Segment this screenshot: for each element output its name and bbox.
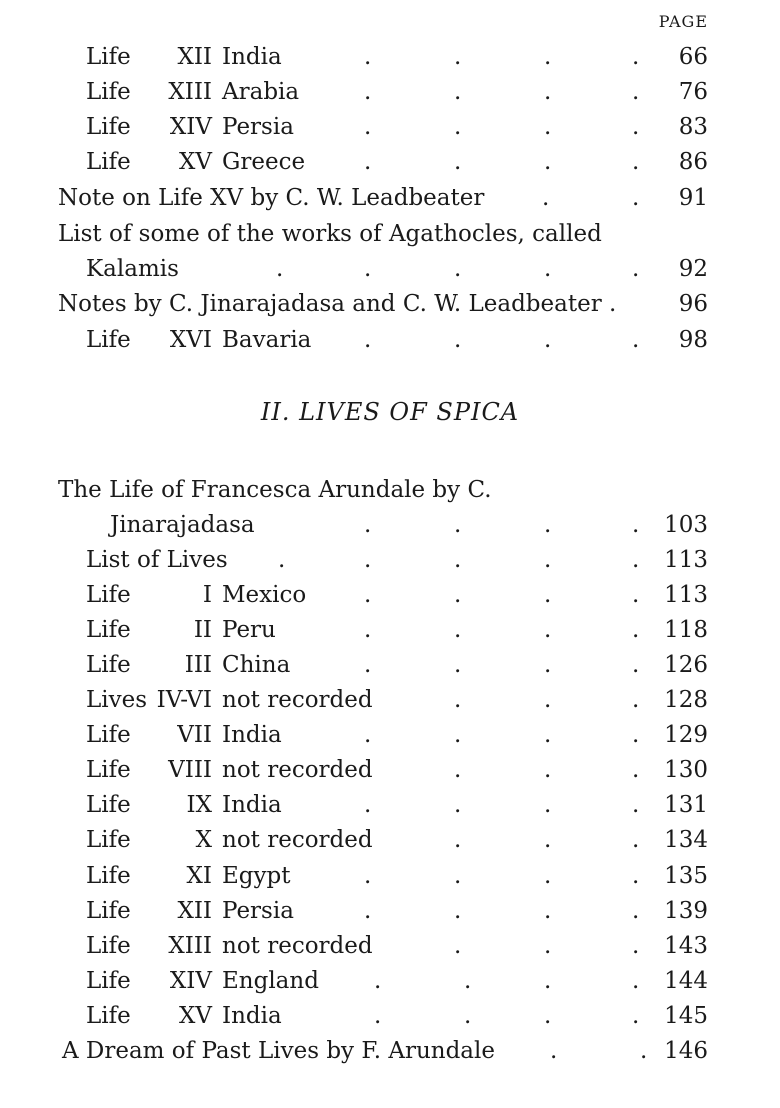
leader-dot: .: [632, 687, 640, 713]
leader-dot: .: [454, 792, 462, 818]
leader-dot: .: [464, 968, 472, 994]
entry-place: Egypt: [222, 863, 291, 889]
entry-place: not recorded: [222, 687, 373, 713]
entry-page-number: 131: [664, 792, 708, 818]
entry-place: Arabia: [222, 79, 300, 105]
leader-dot: .: [544, 933, 552, 959]
leader-dot: .: [454, 757, 462, 783]
leader-dot: .: [454, 933, 462, 959]
entry-word: Life: [86, 327, 131, 353]
entry-roman: VIII: [168, 757, 212, 783]
entry-roman: XIII: [168, 79, 212, 105]
leader-dot: .: [632, 933, 640, 959]
leader-dot: .: [454, 827, 462, 853]
leader-dot: .: [542, 185, 550, 211]
entry-page-number: 113: [664, 547, 708, 573]
leader-dot: .: [454, 512, 462, 538]
entry-word: Life: [86, 79, 131, 105]
leader-dot: .: [454, 652, 462, 678]
leader-dot: .: [454, 547, 462, 573]
leader-dot: .: [632, 79, 640, 105]
leader-dot: .: [364, 149, 372, 175]
entry-page-number: 143: [664, 933, 708, 959]
entry-page-number: 118: [664, 617, 708, 643]
entry-place: Mexico: [222, 582, 307, 608]
leader-dot: .: [632, 863, 640, 889]
entry-title: List of some of the works of Agathocles, called: [58, 221, 602, 247]
entry-word: Life: [86, 617, 131, 643]
entry-place: India: [222, 722, 282, 748]
leader-dot: .: [544, 547, 552, 573]
entry-roman: X: [195, 827, 212, 853]
entry-roman: I: [202, 582, 212, 608]
entry-word: Life: [86, 968, 131, 994]
entry-roman: XI: [186, 863, 212, 889]
entry-page-number: 113: [664, 582, 708, 608]
entry-page-number: 98: [678, 327, 708, 353]
leader-dot: .: [632, 327, 640, 353]
leader-dot: .: [454, 149, 462, 175]
entry-page-number: 126: [664, 652, 708, 678]
toc-entry-agathocles-line1: [58, 217, 726, 251]
leader-dot: .: [544, 44, 552, 70]
entry-page-number: 135: [664, 863, 708, 889]
toc-entry-francesca-line1: [58, 473, 726, 507]
entry-title: Note on Life XV by C. W. Leadbeater: [58, 185, 485, 211]
leader-dot: .: [544, 863, 552, 889]
leader-dot: .: [632, 722, 640, 748]
leader-dot: .: [364, 547, 372, 573]
toc-entry-spica-life-3: [86, 648, 726, 682]
leader-dot: .: [454, 722, 462, 748]
entry-title: Kalamis: [86, 256, 179, 282]
leader-dot: .: [364, 327, 372, 353]
entry-page-number: 96: [678, 291, 708, 317]
entry-roman: XV: [179, 1003, 212, 1029]
entry-place: Persia: [222, 898, 294, 924]
entry-place: not recorded: [222, 827, 373, 853]
toc-entry-notes-jinarajadasa: [58, 287, 726, 321]
leader-dot: .: [454, 327, 462, 353]
leader-dot: .: [632, 149, 640, 175]
entry-page-number: 129: [664, 722, 708, 748]
entry-word: Life: [86, 149, 131, 175]
leader-dot: .: [640, 1038, 648, 1064]
leader-dot: .: [454, 44, 462, 70]
leader-dot: .: [550, 1038, 558, 1064]
leader-dot: .: [544, 327, 552, 353]
toc-entry-spica-life-8: [86, 753, 726, 787]
entry-word: Life: [86, 827, 131, 853]
toc-entry-life-12: [86, 40, 726, 74]
leader-dot: .: [544, 968, 552, 994]
entry-roman: XIV: [169, 968, 212, 994]
leader-dot: .: [454, 582, 462, 608]
leader-dot: .: [278, 547, 286, 573]
leader-dot: .: [632, 44, 640, 70]
leader-dot: .: [544, 722, 552, 748]
entry-word: Lives: [86, 687, 148, 713]
entry-page-number: 83: [678, 114, 708, 140]
entry-page-number: 144: [664, 968, 708, 994]
entry-word: Life: [86, 792, 131, 818]
leader-dot: .: [544, 582, 552, 608]
leader-dot: .: [632, 617, 640, 643]
leader-dot: .: [544, 617, 552, 643]
leader-dot: .: [544, 149, 552, 175]
leader-dot: .: [364, 792, 372, 818]
toc-entry-life-14: [86, 110, 726, 144]
leader-dot: .: [544, 757, 552, 783]
toc-entry-spica-life-15: [86, 999, 726, 1033]
toc-entry-spica-life-12: [86, 894, 726, 928]
toc-entry-spica-lives-4-6: [86, 683, 726, 717]
entry-title: Notes by C. Jinarajadasa and C. W. Leadbeater .: [58, 291, 617, 317]
entry-roman: XVI: [169, 327, 212, 353]
entry-word: Life: [86, 114, 131, 140]
leader-dot: .: [632, 827, 640, 853]
entry-roman: XII: [177, 898, 212, 924]
entry-roman: XIII: [168, 933, 212, 959]
entry-roman: IX: [186, 792, 212, 818]
entry-roman: IV-VI: [156, 687, 212, 713]
entry-place: Greece: [222, 149, 306, 175]
leader-dot: .: [364, 114, 372, 140]
leader-dot: .: [454, 114, 462, 140]
leader-dot: .: [364, 512, 372, 538]
entry-page-number: 92: [678, 256, 708, 282]
leader-dot: .: [374, 1003, 382, 1029]
entry-page-number: 86: [678, 149, 708, 175]
leader-dot: .: [454, 863, 462, 889]
leader-dot: .: [464, 1003, 472, 1029]
leader-dot: .: [544, 256, 552, 282]
leader-dot: .: [364, 722, 372, 748]
entry-page-number: 134: [664, 827, 708, 853]
toc-entry-spica-life-7: [86, 718, 726, 752]
toc-entry-life-13: [86, 75, 726, 109]
leader-dot: .: [632, 757, 640, 783]
entry-place: Persia: [222, 114, 294, 140]
leader-dot: .: [364, 44, 372, 70]
toc-entry-spica-life-1: [86, 578, 726, 612]
leader-dot: .: [632, 582, 640, 608]
toc-entry-francesca-line2: [110, 508, 726, 542]
entry-word: Life: [86, 582, 131, 608]
leader-dot: .: [276, 256, 284, 282]
leader-dot: .: [364, 898, 372, 924]
toc-entry-spica-life-14: [86, 964, 726, 998]
entry-place: not recorded: [222, 757, 373, 783]
entry-page-number: 146: [664, 1038, 708, 1064]
leader-dot: .: [454, 687, 462, 713]
entry-page-number: 128: [664, 687, 708, 713]
entry-page-number: 139: [664, 898, 708, 924]
leader-dot: .: [544, 827, 552, 853]
leader-dot: .: [454, 256, 462, 282]
leader-dot: .: [632, 968, 640, 994]
entry-roman: XV: [179, 149, 212, 175]
leader-dot: .: [374, 968, 382, 994]
leader-dot: .: [454, 617, 462, 643]
entry-page-number: 130: [664, 757, 708, 783]
toc-entry-spica-life-2: [86, 613, 726, 647]
entry-roman: VII: [177, 722, 212, 748]
entry-place: not recorded: [222, 933, 373, 959]
leader-dot: .: [632, 512, 640, 538]
toc-entry-list-of-lives: [86, 543, 726, 577]
entry-word: Life: [86, 863, 131, 889]
leader-dot: .: [544, 114, 552, 140]
entry-place: India: [222, 792, 282, 818]
section-heading: II. LIVES OF SPICA: [260, 398, 520, 426]
toc-entry-agathocles-line2: [86, 252, 726, 286]
toc-entry-life-15: [86, 145, 726, 179]
entry-title: List of Lives: [86, 547, 228, 573]
entry-title: Jinarajadasa: [110, 512, 255, 538]
entry-roman: XII: [177, 44, 212, 70]
leader-dot: .: [364, 256, 372, 282]
entry-word: Life: [86, 1003, 131, 1029]
entry-word: Life: [86, 652, 131, 678]
leader-dot: .: [632, 792, 640, 818]
leader-dot: .: [364, 617, 372, 643]
entry-word: Life: [86, 757, 131, 783]
entry-place: India: [222, 44, 282, 70]
entry-roman: II: [193, 617, 212, 643]
leader-dot: .: [454, 898, 462, 924]
entry-page-number: 66: [678, 44, 708, 70]
leader-dot: .: [454, 79, 462, 105]
leader-dot: .: [544, 652, 552, 678]
entry-place: England: [222, 968, 319, 994]
leader-dot: .: [544, 1003, 552, 1029]
entry-page-number: 103: [664, 512, 708, 538]
toc-entry-spica-life-10: [86, 823, 726, 857]
page-column-label: PAGE: [658, 12, 708, 31]
entry-word: Life: [86, 44, 131, 70]
entry-place: India: [222, 1003, 282, 1029]
toc-entry-spica-life-13: [86, 929, 726, 963]
toc-entry-note-leadbeater: [58, 181, 726, 215]
entry-page-number: 76: [678, 79, 708, 105]
leader-dot: .: [364, 863, 372, 889]
leader-dot: .: [544, 687, 552, 713]
entry-place: China: [222, 652, 291, 678]
entry-title: The Life of Francesca Arundale by C.: [58, 477, 492, 503]
leader-dot: .: [632, 1003, 640, 1029]
leader-dot: .: [364, 652, 372, 678]
leader-dot: .: [632, 256, 640, 282]
entry-place: Bavaria: [222, 327, 312, 353]
leader-dot: .: [544, 792, 552, 818]
leader-dot: .: [632, 547, 640, 573]
toc-entry-spica-life-9: [86, 788, 726, 822]
entry-title: A Dream of Past Lives by F. Arundale: [62, 1038, 495, 1064]
entry-page-number: 91: [678, 185, 708, 211]
leader-dot: .: [632, 898, 640, 924]
entry-place: Peru: [222, 617, 276, 643]
entry-page-number: 145: [664, 1003, 708, 1029]
entry-roman: XIV: [169, 114, 212, 140]
leader-dot: .: [544, 79, 552, 105]
entry-word: Life: [86, 933, 131, 959]
toc-entry-spica-life-11: [86, 859, 726, 893]
leader-dot: .: [364, 79, 372, 105]
leader-dot: .: [632, 185, 640, 211]
entry-roman: III: [184, 652, 212, 678]
entry-word: Life: [86, 722, 131, 748]
entry-word: Life: [86, 898, 131, 924]
toc-entry-life-16: [86, 323, 726, 357]
leader-dot: .: [544, 898, 552, 924]
leader-dot: .: [364, 582, 372, 608]
leader-dot: .: [632, 652, 640, 678]
leader-dot: .: [632, 114, 640, 140]
toc-entry-dream-past-lives: [62, 1034, 726, 1068]
leader-dot: .: [544, 512, 552, 538]
